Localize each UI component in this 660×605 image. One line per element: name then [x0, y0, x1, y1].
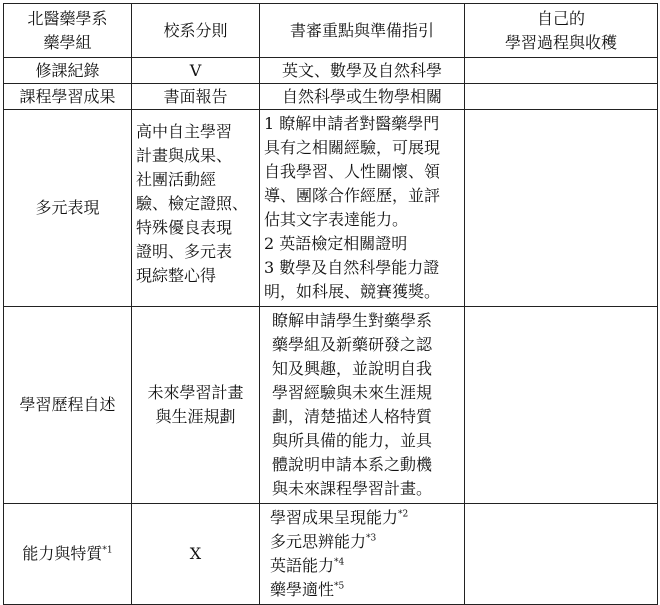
category-cell: 課程學習成果: [4, 84, 132, 110]
table-row: [4, 307, 658, 504]
table-row: [4, 58, 658, 84]
list-item: [270, 554, 460, 578]
list-item: 劃，清楚描述人格特質: [272, 407, 433, 426]
list-item: 未來學習計畫: [147, 383, 244, 402]
list-item: 體說明申請本系之動機: [272, 455, 433, 474]
guide-cell: 英文、數學及自然科學: [260, 58, 465, 84]
school-rule-cell: V: [132, 58, 260, 84]
school-rule-cell: X: [132, 504, 260, 605]
header-department: [4, 4, 132, 58]
footnote-marker: *3: [366, 533, 377, 544]
ability-label: 多元思辨能力: [270, 532, 367, 551]
list-item: 與所具備的能力，並具: [272, 431, 433, 450]
list-item: [270, 506, 460, 530]
header-my-learning-line2: 學習過程與收穫: [504, 32, 617, 52]
guide-cell: 自然科學或生物學相關: [260, 84, 465, 110]
list-item: 自我學習、人性關懷、領: [264, 162, 441, 181]
list-item: 藥學組及新藥研發之認: [272, 335, 433, 354]
guide-cell: [260, 110, 465, 307]
list-item: 計畫與成果、: [136, 146, 233, 165]
my-learning-cell[interactable]: [465, 504, 658, 605]
school-rule-cell: 書面報告: [132, 84, 260, 110]
header-row: [4, 4, 658, 58]
list-item: 估其文字表達能力。: [264, 210, 409, 229]
footnote-marker: *5: [334, 581, 345, 592]
footnote-marker: *2: [398, 509, 409, 520]
school-rule-cell: [132, 307, 260, 504]
category-cell: 學習歷程自述: [4, 307, 132, 504]
list-item: 證明、多元表: [136, 242, 233, 261]
category-label: 能力與特質: [22, 544, 103, 563]
list-item: 3 數學及自然科學能力證: [264, 258, 440, 277]
list-item: 導、團隊合作經歷，並評: [264, 186, 441, 205]
table-row: [4, 110, 658, 307]
ability-label: 學習成果呈現能力: [270, 508, 399, 527]
header-my-learning: [465, 4, 658, 58]
header-my-learning-line1: 自己的: [536, 8, 585, 28]
footnote-marker: *1: [102, 545, 113, 556]
school-rule-cell: [132, 110, 260, 307]
list-item: 高中自主學習: [136, 122, 233, 141]
guide-cell: [260, 307, 465, 504]
footnote-marker: *4: [334, 557, 345, 568]
list-item: 驗、檢定證照、: [136, 194, 249, 213]
table-row: [4, 504, 658, 605]
my-learning-cell[interactable]: [465, 58, 658, 84]
list-item: 知及興趣，並說明自我: [272, 359, 433, 378]
list-item: 社團活動經: [136, 170, 217, 189]
table-row: [4, 84, 658, 110]
list-item: [270, 578, 460, 602]
list-item: 學習經驗與未來生涯規: [272, 383, 433, 402]
guide-cell: [260, 504, 465, 605]
category-cell: 多元表現: [4, 110, 132, 307]
header-guide: 書審重點與準備指引: [260, 4, 465, 58]
list-item: 瞭解申請學生對藥學系: [272, 311, 433, 330]
list-item: 與未來課程學習計畫。: [272, 479, 433, 498]
list-item: 具有之相關經驗，可展現: [264, 138, 441, 157]
my-learning-cell[interactable]: [465, 110, 658, 307]
category-cell: 修課紀錄: [4, 58, 132, 84]
list-item: 明，如科展、競賽獲獎。: [264, 282, 441, 301]
header-school-rule: 校系分則: [132, 4, 260, 58]
list-item: 現綜整心得: [136, 266, 217, 285]
list-item: 特殊優良表現: [136, 218, 233, 237]
ability-label: 藥學適性: [270, 580, 335, 599]
list-item: 與生涯規劃: [155, 407, 236, 426]
my-learning-cell[interactable]: [465, 307, 658, 504]
category-cell: [4, 504, 132, 605]
my-learning-cell[interactable]: [465, 84, 658, 110]
header-department-line2: 藥學組: [43, 32, 92, 52]
list-item: 1 瞭解申請者對醫藥學門: [264, 114, 440, 133]
header-department-line1: 北醫藥學系: [27, 8, 108, 28]
list-item: [270, 530, 460, 554]
ability-label: 英語能力: [270, 556, 335, 575]
requirements-table: [3, 3, 658, 605]
list-item: 2 英語檢定相關證明: [264, 234, 408, 253]
